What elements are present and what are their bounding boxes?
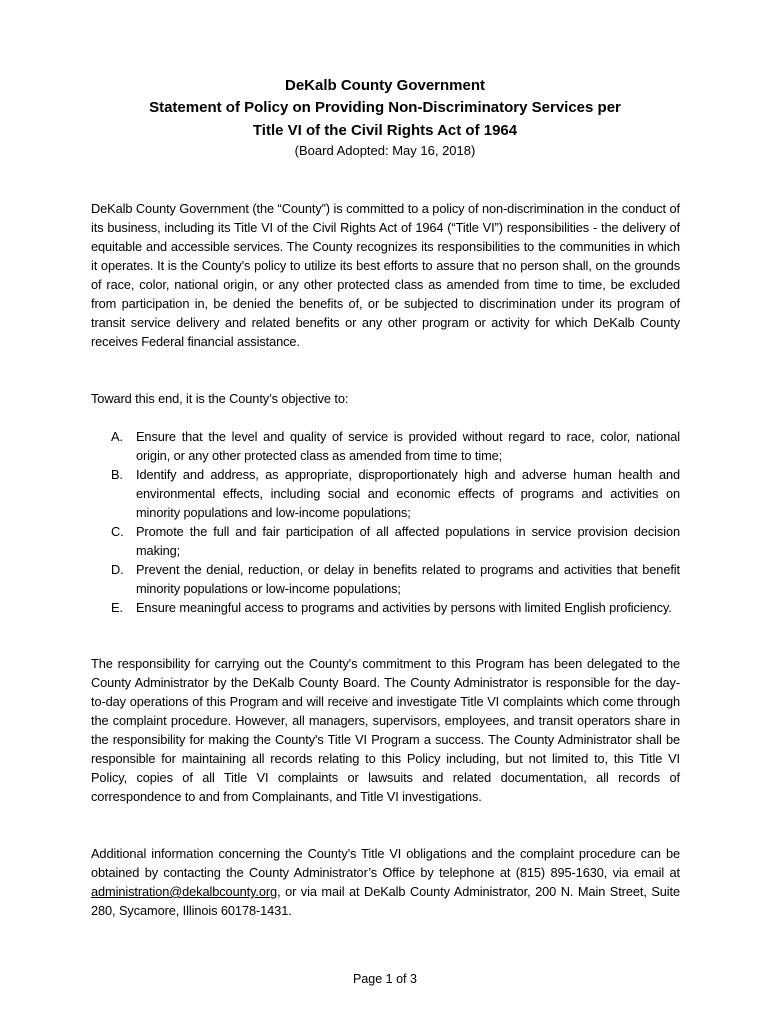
objectives-intro: Toward this end, it is the County’s objective to: (91, 391, 349, 406)
list-item (111, 598, 680, 617)
list-marker: B. (111, 467, 123, 482)
objectives-list (111, 427, 680, 617)
policy-paragraph: DeKalb County Government (the “County”) is committed to a policy of non-discrimination in the conduct of its business, including its Title VI of the Civil Rights Act of 1964 (“Title VI”) responsibilities - the delivery of equitable and accessible services. The County recognizes its responsibilities to the communities in which it operates. It is the County's policy to utilize its best efforts to assure that no person shall, on the grounds of race, color, national origin, or any other protected class as amended from time to time, be excluded from participation in, be denied the benefits of, or be subjected to discrimination under its program of transit service delivery and related benefits or any other program or activity for which DeKalb County receives Federal financial assistance. (91, 201, 680, 349)
adoption-date: (Board Adopted: May 16, 2018) (294, 143, 476, 158)
page-number: Page 1 of 3 (353, 972, 417, 986)
list-item-text: Ensure that the level and quality of service is provided without regard to race, color, national origin, or any other protected class as amended from time to time; (136, 429, 680, 463)
list-item-text: Prevent the denial, reduction, or delay in benefits related to programs and activities that benefit minority populations or low-income populations; (136, 562, 680, 596)
list-marker: E. (111, 600, 123, 615)
list-marker: D. (111, 562, 124, 577)
contact-text-end: , or via mail at DeKalb County Administrator, 200 N. Main Street, Suite 280, Sycamore, Illinois 60178-1431. (91, 884, 680, 918)
document-subtitle: Statement of Policy on Providing Non-Discriminatory Services per (149, 99, 621, 116)
list-marker: A. (111, 429, 123, 444)
email-link[interactable]: administration@dekalbcounty.org (91, 884, 278, 899)
list-item (111, 560, 680, 598)
list-marker: C. (111, 524, 124, 539)
contact-text: Additional information concerning the County’s Title VI obligations and the complaint procedure can be obtained by contacting the County Administrator’s Office by telephone at (815) 895-1630, via email at (91, 846, 680, 880)
list-item-text: Identify and address, as appropriate, disproportionately high and adverse human health and environmental effects, including social and economic effects of programs and activities on minority populations and low-income populations; (136, 467, 680, 520)
document-subtitle-line2: Title VI of the Civil Rights Act of 1964 (252, 122, 518, 139)
responsibility-paragraph: The responsibility for carrying out the County's commitment to this Program has been delegated to the County Administrator by the DeKalb County Board. The County Administrator is responsible for the day-to-day operations of this Program and will receive and investigate Title VI complaints which come through the complaint procedure. However, all managers, supervisors, employees, and transit operators share in the responsibility for making the County's Title VI Program a success. The County Administrator shall be responsible for maintaining all records relating to this Policy including, but not limited to, this Title VI Policy, copies of all Title VI complaints or lawsuits and related documentation, all records of correspondence to and from Complainants, and Title VI investigations. (91, 656, 680, 804)
list-item-text: Promote the full and fair participation of all affected populations in service provision decision making; (136, 524, 680, 558)
list-item-text: Ensure meaningful access to programs and activities by persons with limited English proficiency. (136, 600, 672, 615)
document-title: DeKalb County Government (284, 77, 486, 94)
list-item (111, 522, 680, 560)
list-item (111, 465, 680, 522)
list-item (111, 427, 680, 465)
contact-paragraph (91, 844, 680, 920)
